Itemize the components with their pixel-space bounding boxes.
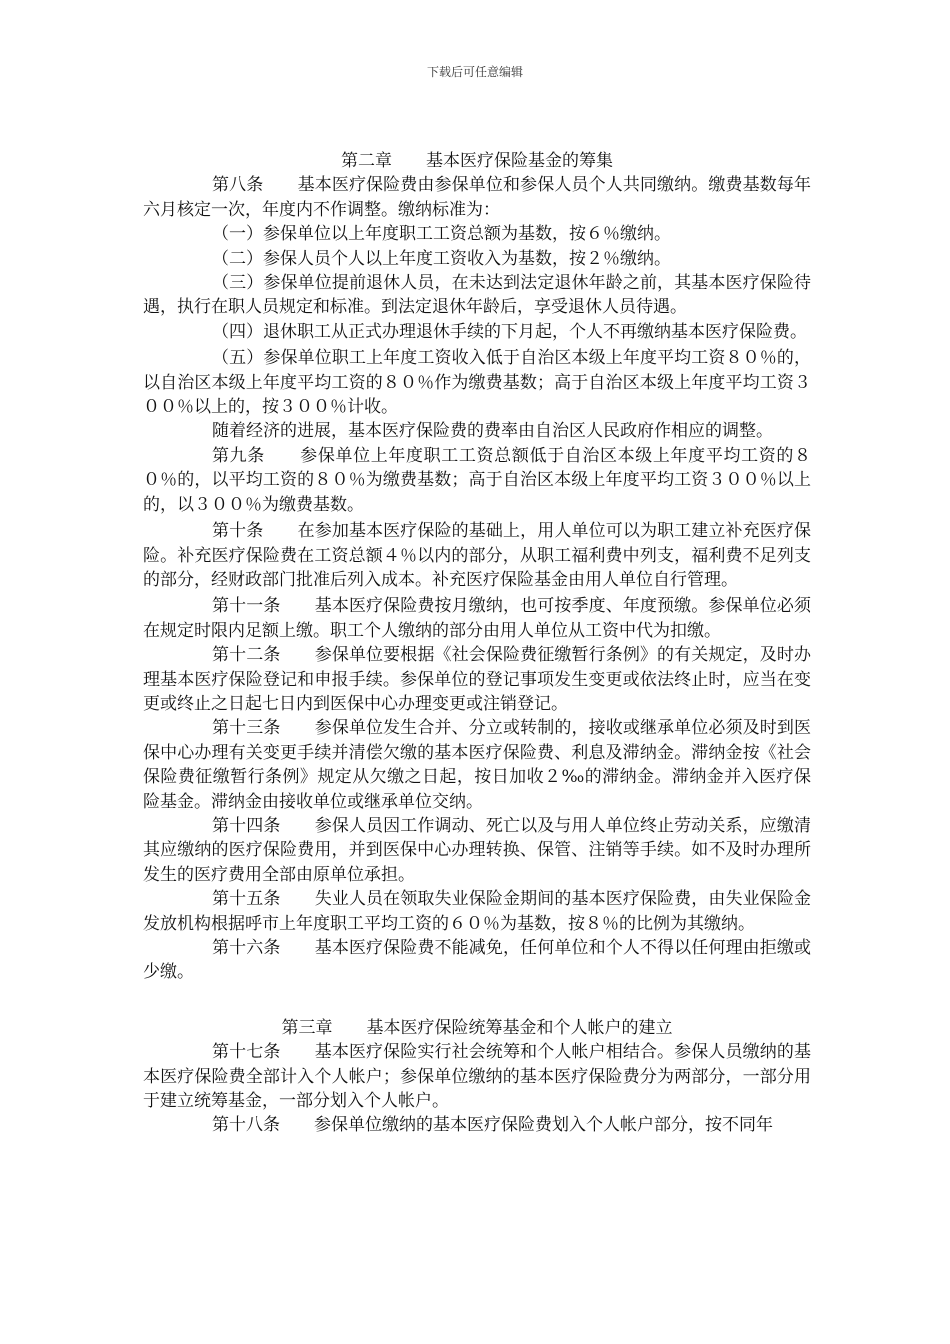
document-body <box>143 149 811 1138</box>
article-18: 第十八条 参保单位缴纳的基本医疗保险费划入个人帐户部分，按不同年 <box>212 1115 773 1136</box>
article-16: 第十六条 基本医疗保险费不能减免，任何单位和个人不得以任何理由拒缴或少缴。 <box>143 938 811 983</box>
article-8: 第八条 基本医疗保险费由参保单位和参保人员个人共同缴纳。缴费基数每年六月核定一次，年度内不作调整。缴纳标准为： <box>143 175 811 220</box>
article-17: 第十七条 基本医疗保险实行社会统筹和个人帐户相结合。参保人员缴纳的基本医疗保险费全部计入个人帐户；参保单位缴纳的基本医疗保险费分为两部分，一部分用于建立统筹基金，一部分划入个人帐户。 <box>143 1042 811 1112</box>
article-8-item-3: （三）参保单位提前退休人员，在未达到法定退休年龄之前，其基本医疗保险待遇，执行在职人员规定和标准。到法定退休年龄后，享受退休人员待遇。 <box>143 273 811 318</box>
article-11: 第十一条 基本医疗保险费按月缴纳，也可按季度、年度预缴。参保单位必须在规定时限内足额上缴。职工个人缴纳的部分由用人单位从工资中代为扣缴。 <box>143 596 811 641</box>
article-13: 第十三条 参保单位发生合并、分立或转制的，接收或继承单位必须及时到医保中心办理有关变更手续并清偿欠缴的基本医疗保险费、利息及滞纳金。滞纳金按《社会保险费征缴暂行条例》规定从欠缴之日起，按日加收２‰的滞纳金。滞纳金并入医疗保险基金。滞纳金由接收单位或继承单位交纳。 <box>143 718 811 812</box>
article-8-item-1: （一）参保单位以上年度职工工资总额为基数，按６％缴纳。 <box>212 224 671 245</box>
article-8-item-5: （五）参保单位职工上年度工资收入低于自治区本级上年度平均工资８０％的，以自治区本级上年度平均工资的８０％作为缴费基数；高于自治区本级上年度平均工资３００％以上的，按３００％计收。 <box>143 348 811 418</box>
article-8-note: 随着经济的进展，基本医疗保险费的费率由自治区人民政府作相应的调整。 <box>212 421 773 442</box>
article-12: 第十二条 参保单位要根据《社会保险费征缴暂行条例》的有关规定，及时办理基本医疗保险登记和申报手续。参保单位的登记事项发生变更或依法终止时，应当在变更或终止之日起七日内到医保中心办理变更或注销登记。 <box>143 645 811 714</box>
chapter-3-title: 第三章 基本医疗保险统筹基金和个人帐户的建立 <box>281 1017 673 1038</box>
article-9: 第九条 参保单位上年度职工工资总额低于自治区本级上年度平均工资的８０％的，以平均工资的８０％为缴费基数；高于自治区本级上年度平均工资３００％以上的，以３００％为缴费基数。 <box>143 445 811 515</box>
article-14: 第十四条 参保人员因工作调动、死亡以及与用人单位终止劳动关系，应缴清其应缴纳的医疗保险费用，并到医保中心办理转换、保管、注销等手续。如不及时办理所发生的医疗费用全部由原单位承担。 <box>143 815 811 885</box>
chapter-2-title: 第二章 基本医疗保险基金的筹集 <box>341 151 613 171</box>
article-8-item-4: （四）退休职工从正式办理退休手续的下月起，个人不再缴纳基本医疗保险费。 <box>212 321 807 342</box>
article-10: 第十条 在参加基本医疗保险的基础上，用人单位可以为职工建立补充医疗保险。补充医疗保险费在工资总额４％以内的部分，从职工福利费中列支，福利费不足列支的部分，经财政部门批准后列入成本。补充医疗保险基金由用人单位自行管理。 <box>143 521 811 590</box>
article-15: 第十五条 失业人员在领取失业保险金期间的基本医疗保险费，由失业保险金发放机构根据呼市上年度职工平均工资的６０％为基数，按８％的比例为其缴纳。 <box>143 889 811 934</box>
article-8-item-2: （二）参保人员个人以上年度工资收入为基数，按２％缴纳。 <box>212 248 671 269</box>
page-header: 下载后可任意编辑 <box>426 65 523 79</box>
